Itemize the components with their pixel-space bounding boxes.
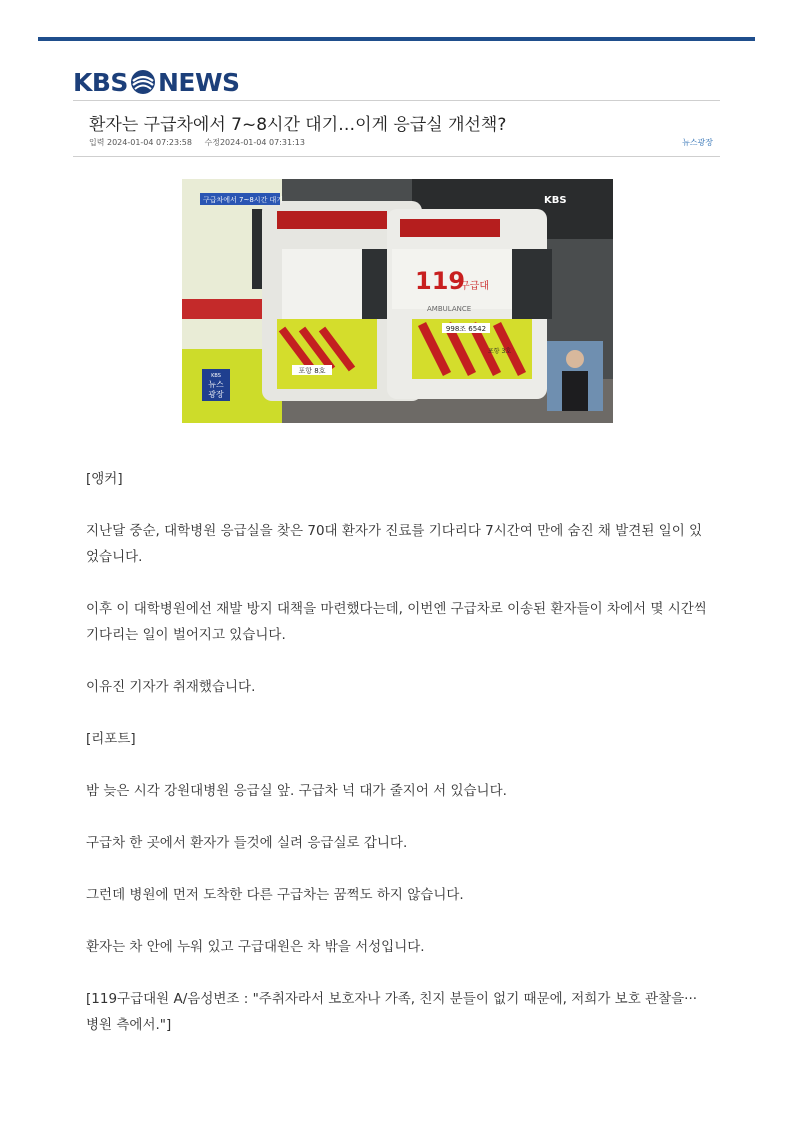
paragraph: 지난달 중순, 대학병원 응급실을 찾은 70대 환자가 진료를 기다리다 7시간여 만에 숨진 채 발견된 일이 있었습니다. [86,523,703,565]
paragraph: [119구급대원 A/음성변조 : "주취자라서 보호자나 가족, 친지 분들이 없기 때문에, 저희가 보호 관찰을··· 병원 측에서."] [86,991,698,1033]
paragraph: 환자는 차 안에 누워 있고 구급대원은 차 밖을 서성입니다. [86,939,425,955]
kbs-orb-icon [130,69,156,95]
paragraph: 밤 늦은 시각 강원대병원 응급실 앞. 구급차 넉 대가 줄지어 서 있습니다. [86,783,507,799]
header-divider [73,100,720,101]
paragraph: 구급차 한 곳에서 환자가 들것에 실려 응급실로 갑니다. [86,835,408,851]
article-photo [182,179,613,423]
ambulance-unit-text: 구급대 [460,281,489,292]
plate-number: 998조 6542 [445,325,487,333]
kbs-news-logo[interactable] [73,68,240,96]
unit-left-label: 포항 8호 [298,367,326,375]
logo-news-text: NEWS [157,67,240,97]
published-time: 입력 2024-01-04 07:23:58 [89,138,192,147]
article-meta [89,137,305,148]
ambulance-word: AMBULANCE [427,305,472,313]
badge-bot: 광장 [208,390,224,399]
title-divider [73,156,720,157]
paragraph: 그런데 병원에 먼저 도착한 다른 구급차는 꿈쩍도 하지 않습니다. [86,887,464,903]
broadcaster-mark: KBS [544,195,567,206]
paragraph: 이유진 기자가 취재했습니다. [86,679,256,695]
interpreter-icon [566,350,584,368]
unit-right-label: 포항 3호 [488,348,512,355]
article-title: 환자는 구급차에서 7~8시간 대기…이게 응급실 개선책? [89,115,507,135]
caption-tag: 구급차에서 7~8시간 대기 [203,196,284,204]
logo-kbs-text: KBS [73,67,128,97]
modified-time: 수정2024-01-04 07:31:13 [204,138,305,147]
top-rule [38,37,755,41]
article-body [86,466,711,1064]
ambulance-scene [182,179,613,423]
badge-top: KBS [211,373,221,379]
badge-mid: 뉴스 [208,380,224,389]
program-link[interactable]: 뉴스광장 [682,138,713,147]
ambulance-119-text: 119 [415,267,466,295]
paragraph: [리포트] [86,731,136,747]
paragraph: [앵커] [86,471,123,487]
paragraph: 이후 이 대학병원에선 재발 방지 대책을 마련했다는데, 이번엔 구급차로 이송된 환자들이 차에서 몇 시간씩 기다리는 일이 벌어지고 있습니다. [86,601,707,643]
